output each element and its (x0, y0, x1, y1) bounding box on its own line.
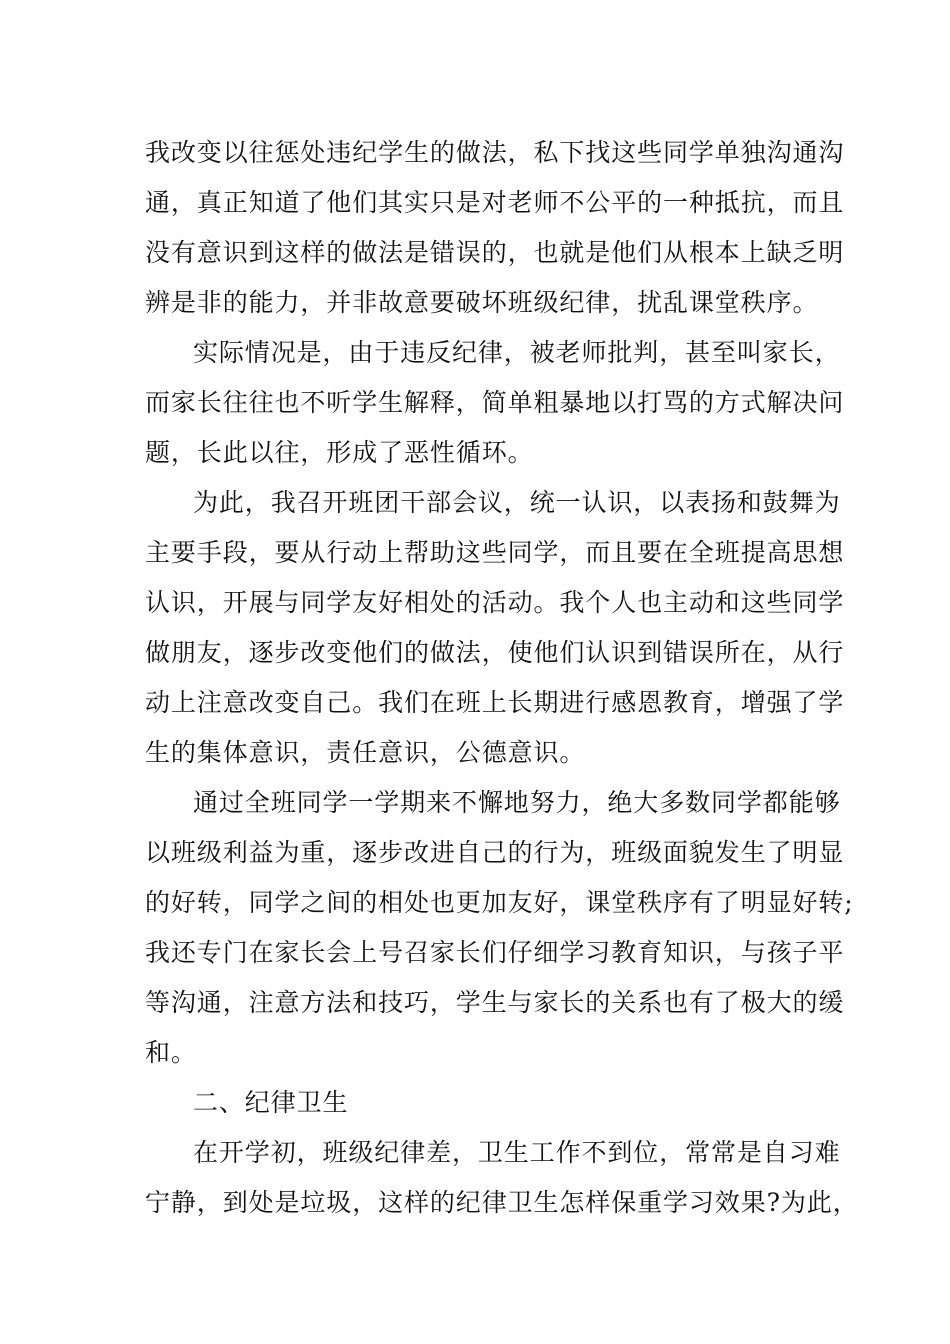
text-line (0, 333, 950, 373)
line-text: 通过全班同学一学期来不懈地努力，绝大多数同学都能够 (193, 788, 841, 817)
text-line (0, 183, 950, 223)
line-text: 的好转，同学之间的相处也更加友好，课堂秩序有了明显好转; (145, 888, 854, 917)
section-heading (0, 1083, 950, 1123)
line-text: 我还专门在家长会上号召家长们仔细学习教育知识，与孩子平 (145, 938, 845, 967)
line-text: 辨是非的能力，并非故意要破坏班级纪律，扰乱课堂秩序。 (145, 288, 819, 317)
line-text: 做朋友，逐步改变他们的做法，使他们认识到错误所在，从行 (145, 638, 845, 667)
line-text: 生的集体意识，责任意识，公德意识。 (145, 738, 586, 767)
line-text: 以班级利益为重，逐步改进自己的行为，班级面貌发生了明显 (145, 838, 845, 867)
text-line (0, 683, 950, 723)
line-text: 实际情况是，由于违反纪律，被老师批判，甚至叫家长， (193, 338, 841, 367)
text-line (0, 833, 950, 873)
text-line (0, 883, 950, 923)
line-text: 在开学初，班级纪律差，卫生工作不到位，常常是自习难 (193, 1138, 841, 1167)
text-line (0, 133, 950, 173)
line-text: 动上注意改变自己。我们在班上长期进行感恩教育，增强了学 (145, 688, 845, 717)
line-text: 等沟通，注意方法和技巧，学生与家长的关系也有了极大的缓 (145, 988, 845, 1017)
line-text: 我改变以往惩处违纪学生的做法，私下找这些同学单独沟通沟 (145, 138, 845, 167)
text-line (0, 533, 950, 573)
text-line (0, 233, 950, 273)
text-line (0, 1133, 950, 1173)
line-text: 题，长此以往，形成了恶性循环。 (145, 438, 534, 467)
text-line (0, 733, 950, 773)
text-line (0, 1033, 950, 1073)
line-text: 认识，开展与同学友好相处的活动。我个人也主动和这些同学 (145, 588, 845, 617)
text-line (0, 633, 950, 673)
text-line (0, 983, 950, 1023)
line-text: 主要手段，要从行动上帮助这些同学，而且要在全班提高思想 (145, 538, 845, 567)
line-text: 宁静，到处是垃圾，这样的纪律卫生怎样保重学习效果?为此， (145, 1188, 859, 1217)
text-line (0, 383, 950, 423)
text-line (0, 783, 950, 823)
heading-text: 二、纪律卫生 (193, 1088, 349, 1117)
line-text: 而家长往往也不听学生解释，简单粗暴地以打骂的方式解决问 (145, 388, 845, 417)
text-line (0, 483, 950, 523)
text-line (0, 433, 950, 473)
line-text: 为此，我召开班团干部会议，统一认识，以表扬和鼓舞为 (193, 488, 841, 517)
text-line (0, 933, 950, 973)
text-line (0, 283, 950, 323)
line-text: 和。 (145, 1038, 197, 1067)
text-line (0, 1183, 950, 1223)
line-text: 没有意识到这样的做法是错误的，也就是他们从根本上缺乏明 (145, 238, 845, 267)
line-text: 通，真正知道了他们其实只是对老师不公平的一种抵抗，而且 (145, 188, 845, 217)
text-line (0, 583, 950, 623)
